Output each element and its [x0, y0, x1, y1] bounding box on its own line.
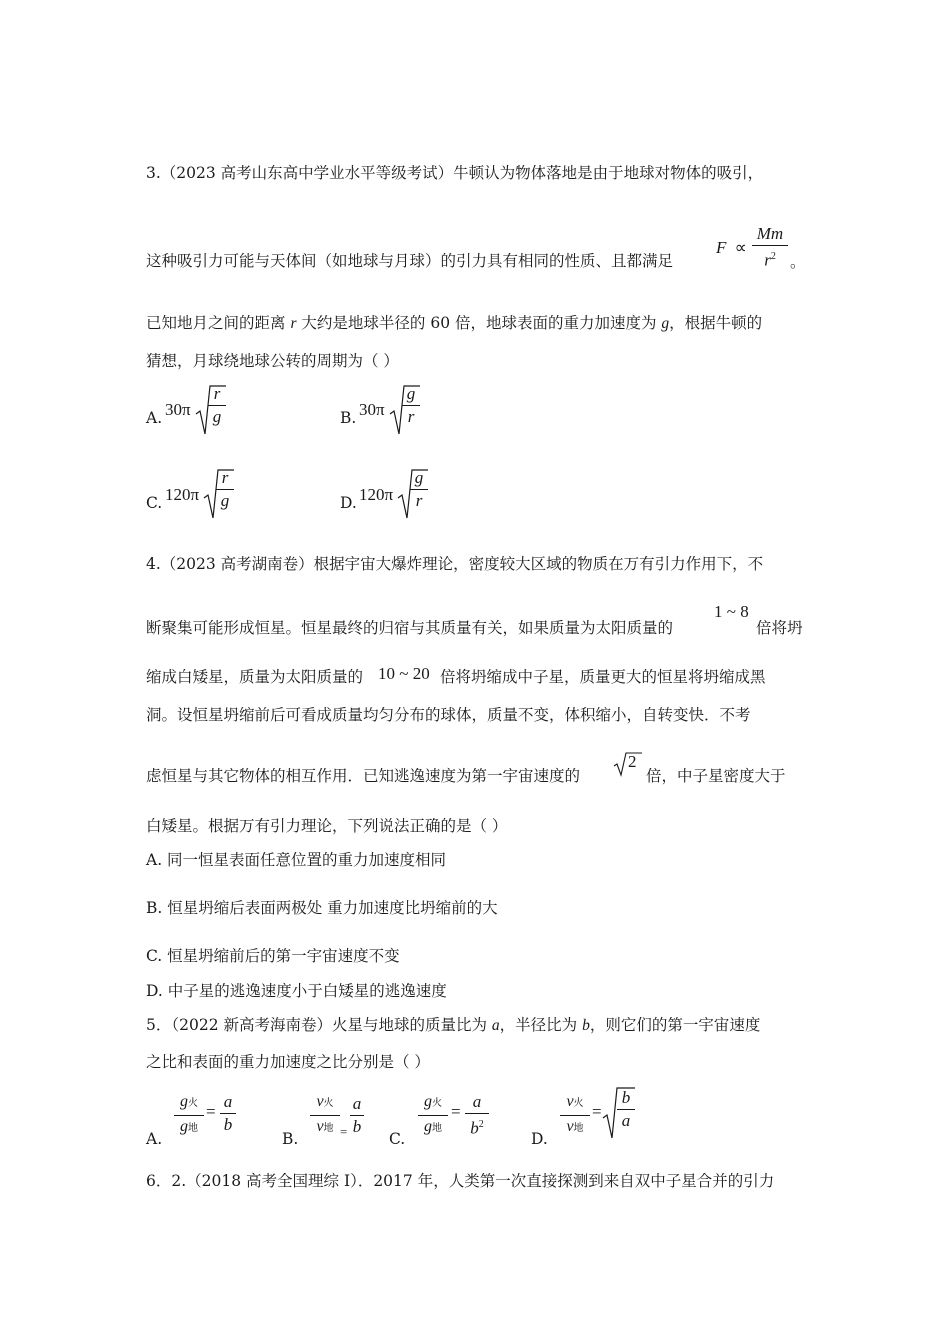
option-label: C. [389, 1130, 406, 1148]
option-coef: 120π [165, 485, 200, 504]
q3-line3: 已知地月之间的距离 r 大约是地球半径的 60 倍，地球表面的重力加速度为 g，根据牛顿的 [146, 314, 763, 332]
q3-formula-fraction: Mm $r^2$ [752, 224, 788, 271]
option-label: A. [146, 409, 163, 427]
q3-line1: 3.（2023 高考山东高中学业水平等级考试）牛顿认为物体落地是由于地球对物体的吸引， [146, 164, 764, 182]
q3-line4: 猜想，月球绕地球公转的周期为（ ） [146, 352, 399, 370]
ratio-fraction: g火 g地 [174, 1092, 204, 1139]
option-coef: 30π [359, 400, 385, 419]
equals-sign: = [340, 1124, 348, 1139]
option-label: C. [146, 494, 163, 512]
q4-option-a[interactable]: A. 同一恒星表面任意位置的重力加速度相同 [146, 851, 447, 869]
option-fraction: g r [402, 384, 420, 427]
q5-line1: 5．（2022 新高考海南卷）火星与地球的质量比为 a，半径比为 b，则它们的第一宇宙速度 [146, 1016, 761, 1034]
answer-fraction: a $b^2$ [465, 1092, 489, 1139]
option-label: D. [531, 1130, 548, 1148]
q6-line1: 6．2.（2018 高考全国理综 I）．2017 年，人类第一次直接探测到来自双中子星合并的引力 [146, 1172, 775, 1190]
answer-fraction: b a [617, 1088, 635, 1131]
option-label: D. [340, 494, 357, 512]
q4-line3-end: 倍将坍缩成中子星，质量更大的恒星将坍缩成黑 [440, 668, 766, 686]
q3-formula-lhs: F ∝ [716, 238, 747, 257]
q4-line3: 缩成白矮星，质量为太阳质量的 [146, 668, 364, 686]
option-label: A. [146, 1130, 163, 1148]
q3-formula-end: 。 [790, 254, 806, 271]
option-label: B. [282, 1130, 299, 1148]
q4-line5: 虑恒星与其它物体的相互作用．已知逃逸速度为第一宇宙速度的 [146, 767, 581, 785]
option-coef: 120π [359, 485, 394, 504]
ratio-fraction: v火 v地 [310, 1092, 340, 1139]
q3-line2: 这种吸引力可能与天体间（如地球与月球）的引力具有相同的性质、且都满足 [146, 252, 674, 270]
q5-line2: 之比和表面的重力加速度之比分别是（ ） [146, 1053, 430, 1071]
equals-sign: = [592, 1102, 602, 1121]
q4-line1: 4.（2023 高考湖南卷）根据宇宙大爆炸理论，密度较大区域的物质在万有引力作用下，不 [146, 555, 764, 573]
answer-fraction: a b [220, 1092, 236, 1135]
option-fraction: r g [208, 384, 226, 427]
q4-line6: 白矮星。根据万有引力理论，下列说法正确的是（ ） [146, 817, 508, 835]
option-fraction: g r [410, 468, 428, 511]
ratio-fraction: v火 v地 [560, 1092, 590, 1139]
q4-option-d[interactable]: D. 中子星的逃逸速度小于白矮星的逃逸速度 [146, 982, 447, 1000]
q4-line2-end: 倍将坍 [756, 619, 803, 637]
option-fraction: r g [216, 468, 234, 511]
answer-fraction: a b [350, 1094, 364, 1137]
ratio-fraction: g火 g地 [418, 1092, 448, 1139]
q4-range-10-20: 10 ~ 20 [378, 664, 430, 683]
option-coef: 30π [165, 400, 191, 419]
q4-line2: 断聚集可能形成恒星。恒星最终的归宿与其质量有关，如果质量为太阳质量的 [146, 619, 674, 637]
option-label: B. [340, 409, 357, 427]
equals-sign: = [206, 1102, 216, 1121]
q4-line4: 洞。设恒星坍缩前后可看成质量均匀分布的球体，质量不变，体积缩小，自转变快．不考 [146, 706, 751, 724]
q4-option-c[interactable]: C. 恒星坍缩前后的第一宇宙速度不变 [146, 947, 400, 965]
sqrt-value: 2 [628, 752, 637, 771]
q4-range-1-8: 1 ~ 8 [714, 602, 749, 621]
q4-option-b[interactable]: B. 恒星坍缩后表面两极处 重力加速度比坍缩前的大 [146, 899, 498, 917]
equals-sign: = [451, 1102, 461, 1121]
q4-line5-end: 倍，中子星密度大于 [646, 767, 786, 785]
